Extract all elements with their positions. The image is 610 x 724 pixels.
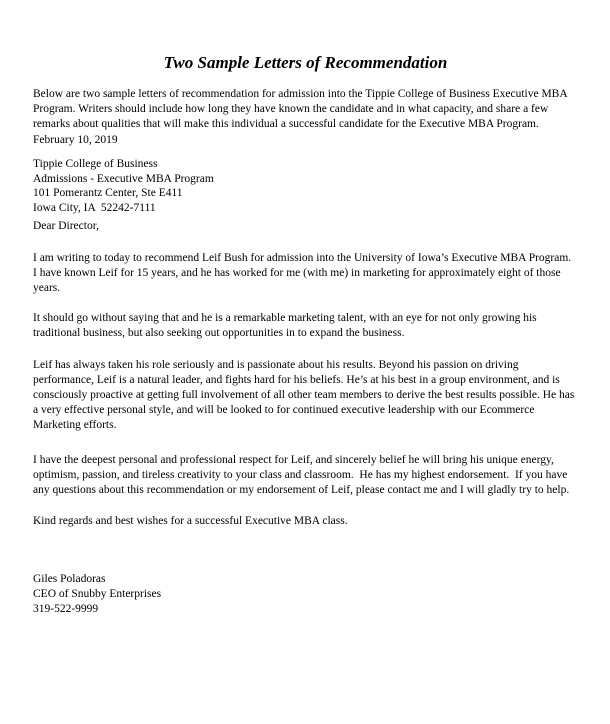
recipient-address (33, 157, 578, 215)
body-paragraph-1: I am writing to today to recommend Leif Bush for admission into the University of Iowa’s Executive MBA Program. I have known Leif for 15 years, and he has worked for me (with me) in marketing for approximately eight of those years. (33, 252, 577, 294)
signature-name: Giles Poladoras (33, 573, 106, 585)
intro-paragraph: Below are two sample letters of recommendation for admission into the Tippie College of Business Executive MBA Program. Writers should include how long they have known the candidate and in what capacity, and share a few remarks about qualities that will make this individual a successful candidate for the Executive MBA Program. (33, 88, 570, 130)
address-line-department: Admissions - Executive MBA Program (33, 172, 214, 185)
signature-block (33, 572, 578, 617)
document-page (0, 53, 610, 724)
address-line-organization: Tippie College of Business (33, 158, 158, 170)
address-line-street: 101 Pomerantz Center, Ste E411 (33, 187, 183, 199)
closing-line: Kind regards and best wishes for a successful Executive MBA class. (33, 515, 348, 527)
document-title: Two Sample Letters of Recommendation (163, 53, 448, 72)
body-paragraph-4: I have the deepest personal and professional respect for Leif, and sincerely belief he will bring his unique energy, optimism, passion, and tireless creativity to your class and classroom. He has my highest endorsement. If you have any questions about this recommendation or my endorsement of Leif, please contact me and I will gladly try to help. (33, 454, 571, 496)
body-paragraph-3: Leif has always taken his role seriously and is passionate about his results. Beyond his passion on driving performance, Leif is a natural leader, and fights hard for his beliefs. He’s at his best in a group environment, and is consciously proactive at getting full involvement of all other team members to derive the best results possible. He has a very effective personal style, and will be looked to for continued executive leadership with our Ecommerce Marketing efforts. (33, 359, 578, 431)
letter-date: February 10, 2019 (33, 134, 118, 146)
signature-title: CEO of Snubby Enterprises (33, 588, 162, 600)
address-line-city: Iowa City, IA 52242-7111 (33, 201, 156, 214)
signature-phone: 319-522-9999 (33, 603, 99, 615)
salutation: Dear Director, (33, 220, 99, 232)
body-paragraph-2: It should go without saying that and he is a remarkable marketing talent, with an eye for not only growing his traditional business, but also seeking out opportunities in to expand the business. (33, 312, 540, 339)
